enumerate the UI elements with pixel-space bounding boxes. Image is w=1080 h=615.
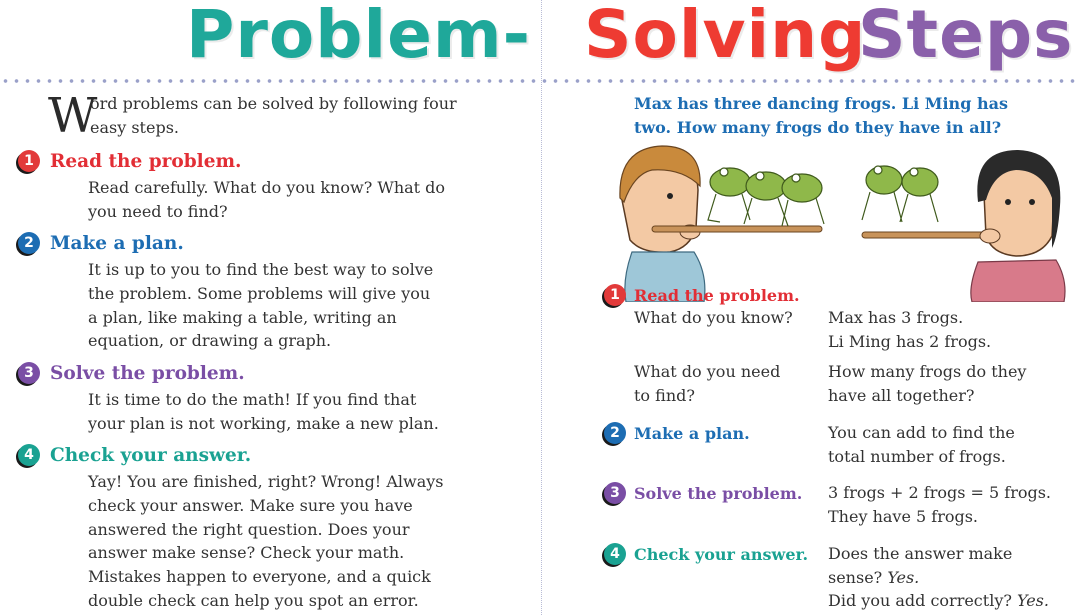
text-line: How many frogs do they xyxy=(828,362,1027,381)
text-line: Max has 3 frogs. xyxy=(828,308,964,327)
text-line xyxy=(828,566,1049,590)
title-problem: Problem- xyxy=(186,0,532,73)
title-solving: Solving xyxy=(584,0,867,73)
step-check xyxy=(18,442,458,613)
dotted-rule xyxy=(0,78,1080,84)
question-find xyxy=(634,360,780,407)
girl-flute xyxy=(862,232,992,238)
text-span: Did you add correctly? xyxy=(828,591,1018,610)
text-line: You can add to find the xyxy=(828,423,1015,442)
step-number-badge: 1 xyxy=(18,150,40,172)
step-number-badge: 1 xyxy=(604,284,626,306)
step-title: Read the problem. xyxy=(50,150,242,172)
question-line-2: two. How many frogs do they have in all? xyxy=(634,118,1002,137)
text-line: Does the answer make xyxy=(828,544,1013,563)
example-step-solve xyxy=(604,482,802,504)
step-line: It is up to you to find the best way to solve xyxy=(88,260,434,279)
step-line: double check can help you spot an error. xyxy=(88,590,419,610)
step-title: Make a plan. xyxy=(50,232,184,254)
step-number-badge: 4 xyxy=(604,543,626,565)
step-title: Solve the problem. xyxy=(50,362,245,384)
step-line: answer make sense? Check your math. xyxy=(88,543,405,563)
italic-answer: Yes. xyxy=(1017,591,1049,610)
text-line: to find? xyxy=(634,385,695,405)
example-step-plan xyxy=(604,422,750,444)
answer-plan xyxy=(828,421,1015,468)
answer-know xyxy=(828,306,991,353)
step-title: Check your answer. xyxy=(50,444,252,466)
example-step-title: Solve the problem. xyxy=(634,483,803,503)
text-line: 3 frogs + 2 frogs = 5 frogs. xyxy=(828,483,1052,502)
step-number-badge: 4 xyxy=(18,444,40,466)
example-step-read xyxy=(604,284,800,306)
question-line-1: Max has three dancing frogs. Li Ming has xyxy=(634,94,1008,113)
step-line: Read carefully. What do you know? What do xyxy=(88,178,446,197)
girl-figure xyxy=(971,150,1065,302)
step-solve xyxy=(18,360,458,436)
text-span: sense? xyxy=(828,567,888,587)
boy-figure xyxy=(620,146,705,302)
page-title xyxy=(0,0,1080,80)
text-line: They have 5 frogs. xyxy=(828,506,979,526)
answer-check xyxy=(828,542,1049,613)
step-line: your plan is not working, make a new plan. xyxy=(88,413,439,433)
step-line: equation, or drawing a graph. xyxy=(88,331,332,351)
example-step-title: Make a plan. xyxy=(634,423,750,443)
example-step-title: Check your answer. xyxy=(634,544,809,564)
step-read xyxy=(18,148,458,224)
step-plan xyxy=(18,230,458,353)
italic-answer: Yes. xyxy=(887,567,920,587)
step-number-badge: 2 xyxy=(18,232,40,254)
boy-flute xyxy=(652,226,822,232)
text-line: Li Ming has 2 frogs. xyxy=(828,331,992,351)
answer-find xyxy=(828,360,1026,407)
example-step-title: Read the problem. xyxy=(634,285,800,305)
frog-group-right xyxy=(862,166,938,222)
question-know xyxy=(634,306,793,330)
column-divider xyxy=(541,0,542,615)
intro-paragraph xyxy=(48,88,468,144)
drop-cap: W xyxy=(48,88,98,144)
step-line: It is time to do the math! If you find that xyxy=(88,390,417,409)
example-step-check xyxy=(604,543,808,565)
intro-line-1: ord problems can be solved by following four xyxy=(90,94,457,113)
step-line: a plan, like making a table, writing an xyxy=(88,307,397,327)
step-number-badge: 2 xyxy=(604,422,626,444)
step-line: Yay! You are finished, right? Wrong! Always xyxy=(88,472,444,491)
frog-group-left xyxy=(708,168,824,226)
step-line: check your answer. Make sure you have xyxy=(88,495,413,515)
text-line xyxy=(828,589,1049,613)
text-line: total number of frogs. xyxy=(828,446,1006,466)
step-line: Mistakes happen to everyone, and a quick xyxy=(88,567,431,587)
step-line: answered the right question. Does your xyxy=(88,519,410,539)
answer-solve xyxy=(828,481,1051,528)
text-line: have all together? xyxy=(828,385,975,405)
step-line: you need to find? xyxy=(88,201,228,221)
example-question xyxy=(634,92,1014,140)
step-number-badge: 3 xyxy=(18,362,40,384)
step-number-badge: 3 xyxy=(604,482,626,504)
text-line: What do you know? xyxy=(634,308,793,327)
intro-line-2: easy steps. xyxy=(90,117,179,137)
step-line: the problem. Some problems will give you xyxy=(88,283,431,303)
text-line: What do you need xyxy=(634,362,781,381)
title-steps: Steps xyxy=(858,0,1074,73)
flute-frogs-illustration xyxy=(612,140,1072,302)
